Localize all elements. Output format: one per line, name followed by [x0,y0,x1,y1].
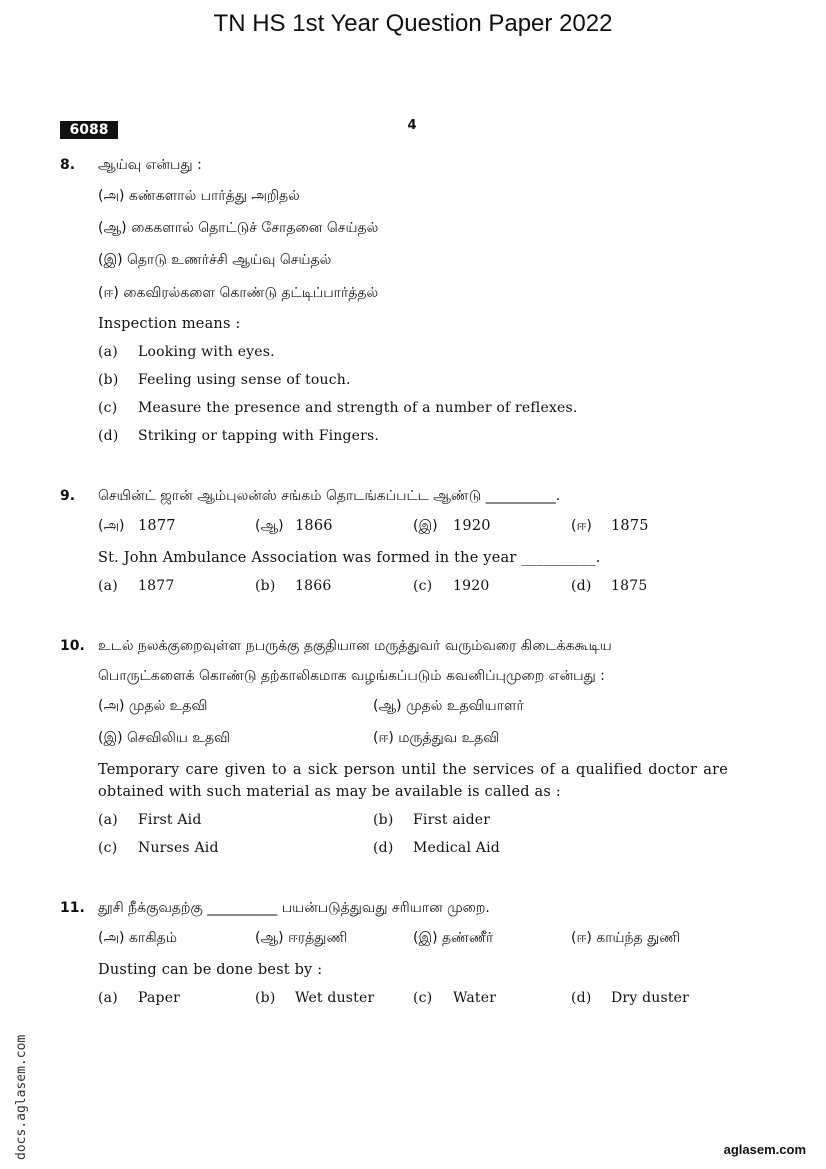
option-tamil [571,516,649,536]
option-label: (ஈ) [571,518,592,534]
option-english [255,988,374,1008]
option-english [98,342,275,362]
option-english [98,576,174,596]
option-english [98,838,219,858]
option-text: 1877 [138,518,176,534]
question-number: 11. [60,900,85,916]
option-tamil: (ஈ) கைவிரல்களை கொண்டு தட்டிப்பார்த்தல் [98,285,379,301]
option-label: (d) [571,990,592,1006]
question-tamil-text: பொருட்களைக் கொண்டு தற்காலிகமாக வழங்கப்படும் கவனிப்புமுறை என்பது : [98,668,605,684]
option-label: (c) [413,578,433,594]
page-title: TN HS 1st Year Question Paper 2022 [213,10,613,37]
option-label: (b) [98,372,119,388]
page-number: 4 [407,118,417,133]
option-text: Looking with eyes. [138,344,275,360]
option-english [255,576,331,596]
option-label: (இ) [413,518,438,534]
question-english-text: Inspection means : [98,316,241,332]
option-label: (d) [373,840,394,856]
option-tamil: (இ) செவிலிய உதவி [98,730,231,746]
option-tamil: (ஆ) ஈரத்துணி [255,930,348,946]
option-english [98,810,202,830]
question-english-text: St. John Ambulance Association was formed in the year __________. [98,550,601,566]
option-text: 1866 [295,518,333,534]
option-label: (c) [98,840,118,856]
option-tamil [413,516,491,536]
question-english-text: Temporary care given to a sick person until the services of a qualified doctor are [98,762,728,778]
option-text: 1877 [138,578,175,594]
option-tamil: (அ) காகிதம் [98,930,178,946]
option-text: 1866 [295,578,332,594]
option-label: (அ) [98,518,125,534]
option-label: (b) [255,990,276,1006]
option-text: 1875 [611,578,648,594]
option-label: (d) [98,428,119,444]
question-tamil-text: தூசி நீக்குவதற்கு __________ பயன்படுத்துவது சரியான முறை. [98,900,490,916]
option-english [373,810,490,830]
option-label: (b) [255,578,276,594]
option-text: Wet duster [295,990,375,1006]
option-tamil [98,516,176,536]
option-text: Measure the presence and strength of a number of reflexes. [138,400,578,416]
option-english [98,426,379,446]
option-tamil: (அ) கண்களால் பார்த்து அறிதல் [98,188,300,204]
option-english [413,576,489,596]
option-tamil: (ஈ) காய்ந்த துணி [571,930,681,946]
option-label: (ஆ) [255,518,284,534]
option-label: (c) [413,990,433,1006]
option-label: (a) [98,578,118,594]
option-tamil: (இ) தண்ணீர் [413,930,494,946]
option-english [373,838,500,858]
option-english [571,576,647,596]
option-text: Medical Aid [413,840,500,856]
option-text: 1920 [453,578,490,594]
question-english-text: Dusting can be done best by : [98,962,323,978]
option-text: Water [453,990,497,1006]
option-english [98,988,180,1008]
question-tamil-text: உடல் நலக்குறைவுள்ள நபருக்கு தகுதியான மருத்துவர் வரும்வரை கிடைக்ககூடிய [98,638,612,654]
side-watermark: docs.aglasem.com [14,1034,29,1160]
option-tamil [255,516,333,536]
option-tamil: (இ) தொடு உணர்ச்சி ஆய்வு செய்தல் [98,252,332,268]
option-label: (d) [571,578,592,594]
option-english [413,988,496,1008]
question-number: 9. [60,488,76,504]
paper-code-badge: 6088 [60,121,118,139]
option-tamil: (ஈ) மருத்துவ உதவி [373,730,500,746]
option-label: (a) [98,990,118,1006]
option-label: (a) [98,812,118,828]
question-english-text: obtained with such material as may be available is called as : [98,784,561,800]
option-english [571,988,689,1008]
option-label: (c) [98,400,118,416]
option-text: Nurses Aid [138,840,219,856]
option-text: 1920 [453,518,491,534]
option-label: (b) [373,812,394,828]
option-label: (a) [98,344,118,360]
option-text: First aider [413,812,491,828]
question-tamil-text: ஆய்வு என்பது : [98,157,202,173]
footer-brand-link[interactable]: aglasem.com [723,1142,806,1157]
option-text: First Aid [138,812,202,828]
option-english [98,370,351,390]
option-text: Feeling using sense of touch. [138,372,351,388]
option-text: Striking or tapping with Fingers. [138,428,380,444]
option-english [98,398,578,418]
option-tamil: (ஆ) முதல் உதவியாளர் [373,698,524,714]
question-number: 10. [60,638,85,654]
option-text: Dry duster [611,990,690,1006]
question-number: 8. [60,157,76,173]
question-tamil-text: செயின்ட் ஜான் ஆம்புலன்ஸ் சங்கம் தொடங்கப்பட்ட ஆண்டு __________. [98,488,561,504]
option-text: 1875 [611,518,649,534]
option-text: Paper [138,990,181,1006]
option-tamil: (அ) முதல் உதவி [98,698,208,714]
option-tamil: (ஆ) கைகளால் தொட்டுச் சோதனை செய்தல் [98,220,379,236]
